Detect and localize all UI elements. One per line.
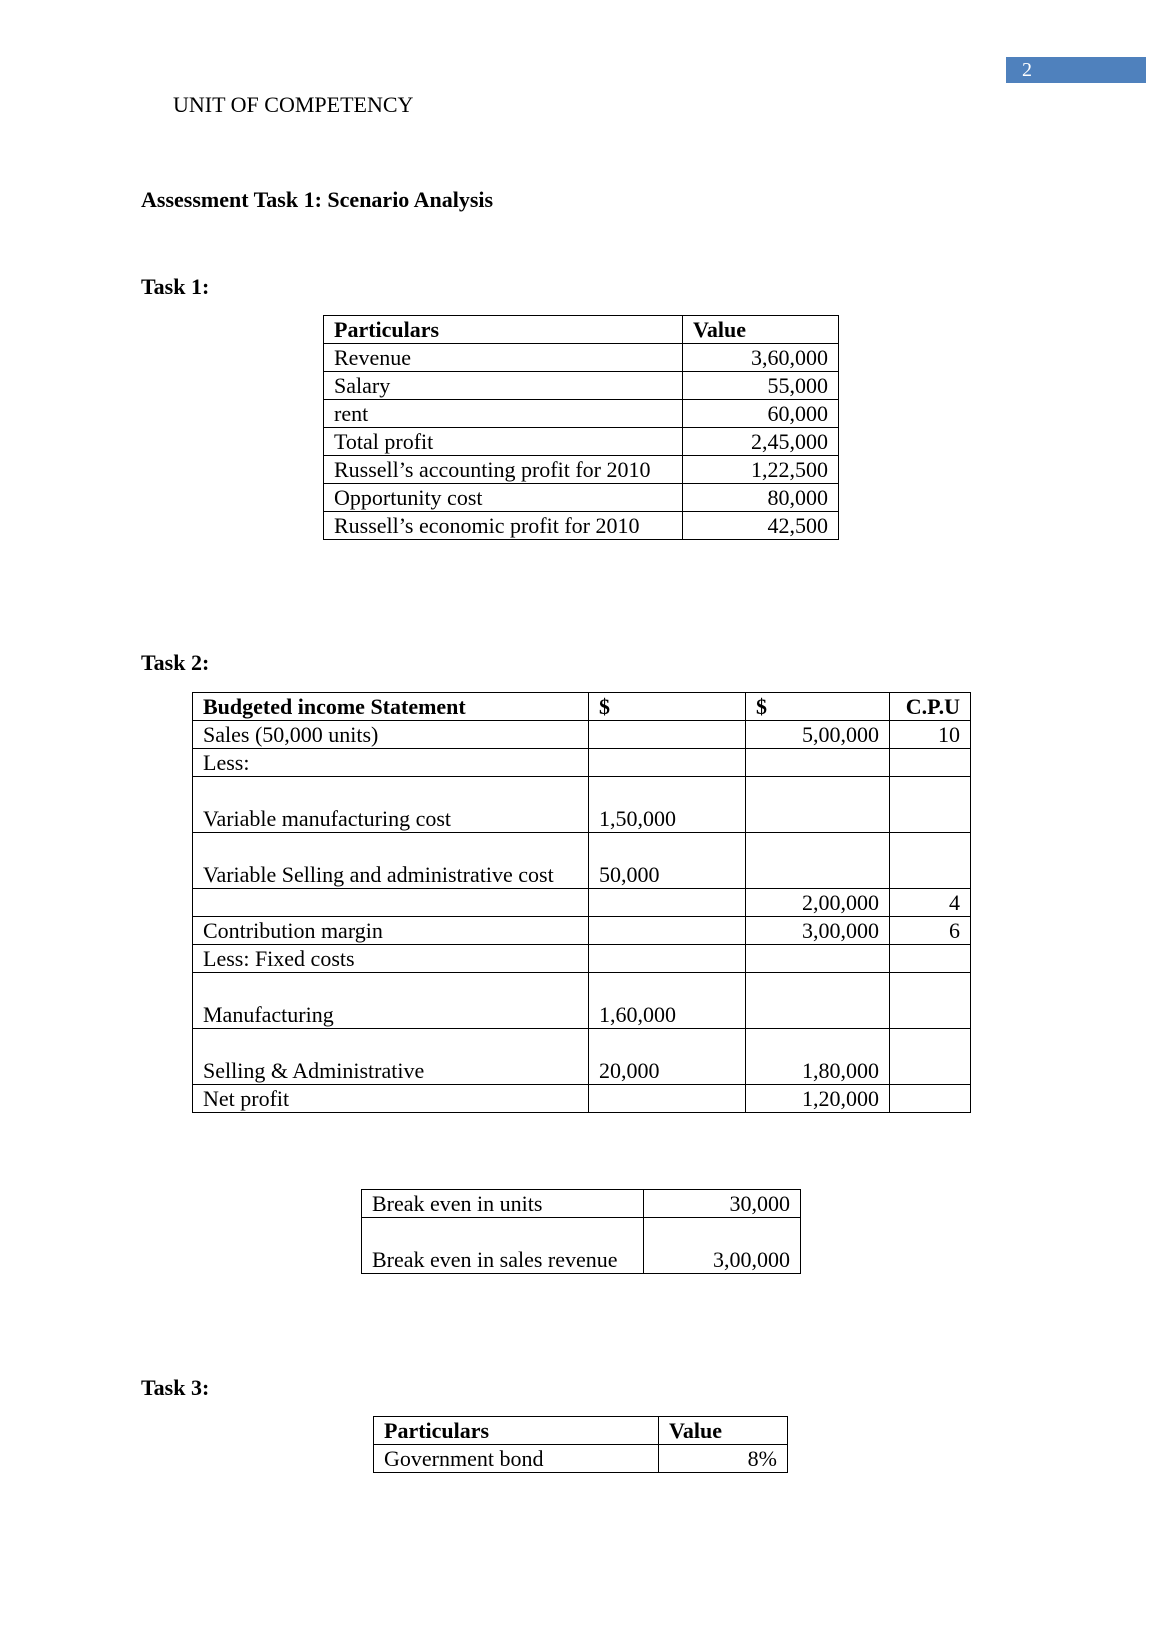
cell-value: 3,00,000 [644,1218,801,1274]
cell-label: Government bond [374,1445,659,1473]
cell-total: 5,00,000 [746,721,890,749]
cell-value: 8% [659,1445,788,1473]
cell-total: 2,00,000 [746,889,890,917]
cell-amount [589,889,746,917]
cell-value: 42,500 [683,512,839,540]
table-row [324,428,839,456]
cell-label: Revenue [324,344,683,372]
table-row [193,749,971,777]
cell-cpu [890,1029,971,1085]
page-number: 2 [1006,57,1146,83]
cell-value: 80,000 [683,484,839,512]
header-dollar-1: $ [589,693,746,721]
cell-label: Break even in units [362,1190,644,1218]
task1-table [323,315,839,540]
cell-total: 1,80,000 [746,1029,890,1085]
task1-label: Task 1: [141,274,210,299]
cell-cpu [890,833,971,889]
cell-amount: 1,60,000 [589,973,746,1029]
table-row [193,917,971,945]
cell-amount: 1,50,000 [589,777,746,833]
task3-label: Task 3: [141,1375,210,1400]
cell-label: Opportunity cost [324,484,683,512]
cell-label: Salary [324,372,683,400]
cell-value: 60,000 [683,400,839,428]
cell-cpu [890,749,971,777]
cell-label: Selling & Administrative [193,1029,589,1085]
cell-cpu: 6 [890,917,971,945]
table-row [193,1085,971,1113]
cell-label: Sales (50,000 units) [193,721,589,749]
cell-value: 1,22,500 [683,456,839,484]
cell-value: 2,45,000 [683,428,839,456]
cell-label: Less: [193,749,589,777]
table-row [362,1190,801,1218]
table-row [193,889,971,917]
task3-table [373,1416,788,1473]
cell-label [193,889,589,917]
cell-label: Manufacturing [193,973,589,1029]
cell-value: 55,000 [683,372,839,400]
table-row [374,1445,788,1473]
table-row [193,777,971,833]
table-row [362,1218,801,1274]
cell-cpu [890,1085,971,1113]
cell-value: 3,60,000 [683,344,839,372]
break-even-table [361,1189,801,1274]
cell-amount [589,917,746,945]
running-head: UNIT OF COMPETENCY [173,92,414,117]
table-row [324,484,839,512]
table-row [193,721,971,749]
header-value: Value [683,316,839,344]
cell-label: Less: Fixed costs [193,945,589,973]
table-row [193,945,971,973]
cell-label: Variable manufacturing cost [193,777,589,833]
cell-amount: 50,000 [589,833,746,889]
cell-cpu: 4 [890,889,971,917]
cell-total [746,749,890,777]
table-header-row [324,316,839,344]
cell-amount [589,749,746,777]
cell-cpu: 10 [890,721,971,749]
cell-label: Total profit [324,428,683,456]
cell-label: rent [324,400,683,428]
cell-label: Net profit [193,1085,589,1113]
table-header-row [374,1417,788,1445]
cell-total [746,777,890,833]
cell-value: 30,000 [644,1190,801,1218]
cell-label: Russell’s economic profit for 2010 [324,512,683,540]
cell-total [746,973,890,1029]
cell-total: 3,00,000 [746,917,890,945]
table-row [324,372,839,400]
table-header-row [193,693,971,721]
table-row [193,1029,971,1085]
table-row [324,344,839,372]
header-dollar-2: $ [746,693,890,721]
cell-amount: 20,000 [589,1029,746,1085]
cell-total [746,945,890,973]
cell-label: Break even in sales revenue [362,1218,644,1274]
header-particulars: Particulars [374,1417,659,1445]
table-row [193,833,971,889]
cell-label: Variable Selling and administrative cost [193,833,589,889]
table-row [193,973,971,1029]
cell-amount [589,721,746,749]
cell-label: Contribution margin [193,917,589,945]
header-value: Value [659,1417,788,1445]
cell-amount [589,1085,746,1113]
cell-label: Russell’s accounting profit for 2010 [324,456,683,484]
cell-total [746,833,890,889]
header-particulars: Particulars [324,316,683,344]
table-row [324,400,839,428]
cell-amount [589,945,746,973]
budgeted-income-table [192,692,971,1113]
task2-label: Task 2: [141,650,210,675]
table-row [324,456,839,484]
cell-total: 1,20,000 [746,1085,890,1113]
cell-cpu [890,973,971,1029]
header-cpu: C.P.U [890,693,971,721]
cell-cpu [890,945,971,973]
header-statement: Budgeted income Statement [193,693,589,721]
cell-cpu [890,777,971,833]
table-row [324,512,839,540]
assessment-title: Assessment Task 1: Scenario Analysis [141,187,494,212]
